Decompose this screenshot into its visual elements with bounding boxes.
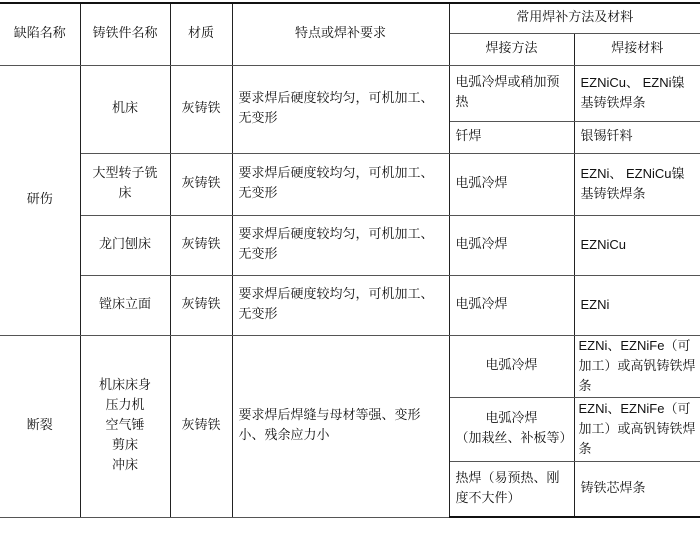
header-requirements: 特点或焊补要求 [232,3,449,65]
material-cell: 灰铸铁 [170,335,232,517]
header-casting-name: 铸铁件名称 [80,3,170,65]
weld-material-cell: 银锡钎料 [574,121,700,153]
header-weld-material: 焊接材料 [574,33,700,65]
casting-cell: 镗床立面 [80,275,170,335]
method-cell: 电弧冷焊 [449,275,574,335]
header-material: 材质 [170,3,232,65]
defect-cell-fracture: 断裂 [0,335,80,517]
requirement-cell: 要求焊后硬度较均匀，可机加工、无变形 [232,215,449,275]
header-methods-group: 常用焊补方法及材料 [449,3,700,33]
table-row [0,275,700,335]
header-row-1 [0,3,700,33]
weld-material-cell: EZNi、 EZNiCu镍基铸铁焊条 [574,153,700,215]
casting-cell: 大型转子铣床 [80,153,170,215]
table-row [0,153,700,215]
weld-material-cell: 铸铁芯焊条 [574,461,700,517]
material-cell: 灰铸铁 [170,153,232,215]
method-cell: 电弧冷焊 [449,153,574,215]
casting-list-cell: 机床床身 压力机 空气锤 剪床 冲床 [80,335,170,517]
requirement-cell: 要求焊后硬度较均匀，可机加工、无变形 [232,65,449,153]
weld-material-cell: EZNiCu [574,215,700,275]
material-cell: 灰铸铁 [170,65,232,153]
table-row [0,65,700,121]
requirement-cell: 要求焊后焊缝与母材等强、变形小、残余应力小 [232,335,449,517]
header-defect-name: 缺陷名称 [0,3,80,65]
material-cell: 灰铸铁 [170,215,232,275]
casting-cell: 机床 [80,65,170,153]
casting-cell: 龙门刨床 [80,215,170,275]
weld-material-cell: EZNi [574,275,700,335]
table-row [0,215,700,275]
method-cell: 钎焊 [449,121,574,153]
requirement-cell: 要求焊后硬度较均匀，可机加工、无变形 [232,275,449,335]
cast-iron-repair-table [0,2,700,518]
method-cell: 电弧冷焊或稍加预热 [449,65,574,121]
header-method: 焊接方法 [449,33,574,65]
weld-material-cell: EZNi、EZNiFe（可加工）或高钒铸铁焊条 [574,397,700,461]
weld-material-cell: EZNi、EZNiFe（可加工）或高钒铸铁焊条 [574,335,700,397]
requirement-cell: 要求焊后硬度较均匀，可机加工、无变形 [232,153,449,215]
weld-material-cell: EZNiCu、 EZNi镍基铸铁焊条 [574,65,700,121]
method-cell: 电弧冷焊 （加栽丝、补板等） [449,397,574,461]
table-row [0,335,700,397]
method-cell: 电弧冷焊 [449,335,574,397]
method-cell: 热焊（易预热、刚度不大件） [449,461,574,517]
defect-cell-grinding: 研伤 [0,65,80,335]
material-cell: 灰铸铁 [170,275,232,335]
method-cell: 电弧冷焊 [449,215,574,275]
